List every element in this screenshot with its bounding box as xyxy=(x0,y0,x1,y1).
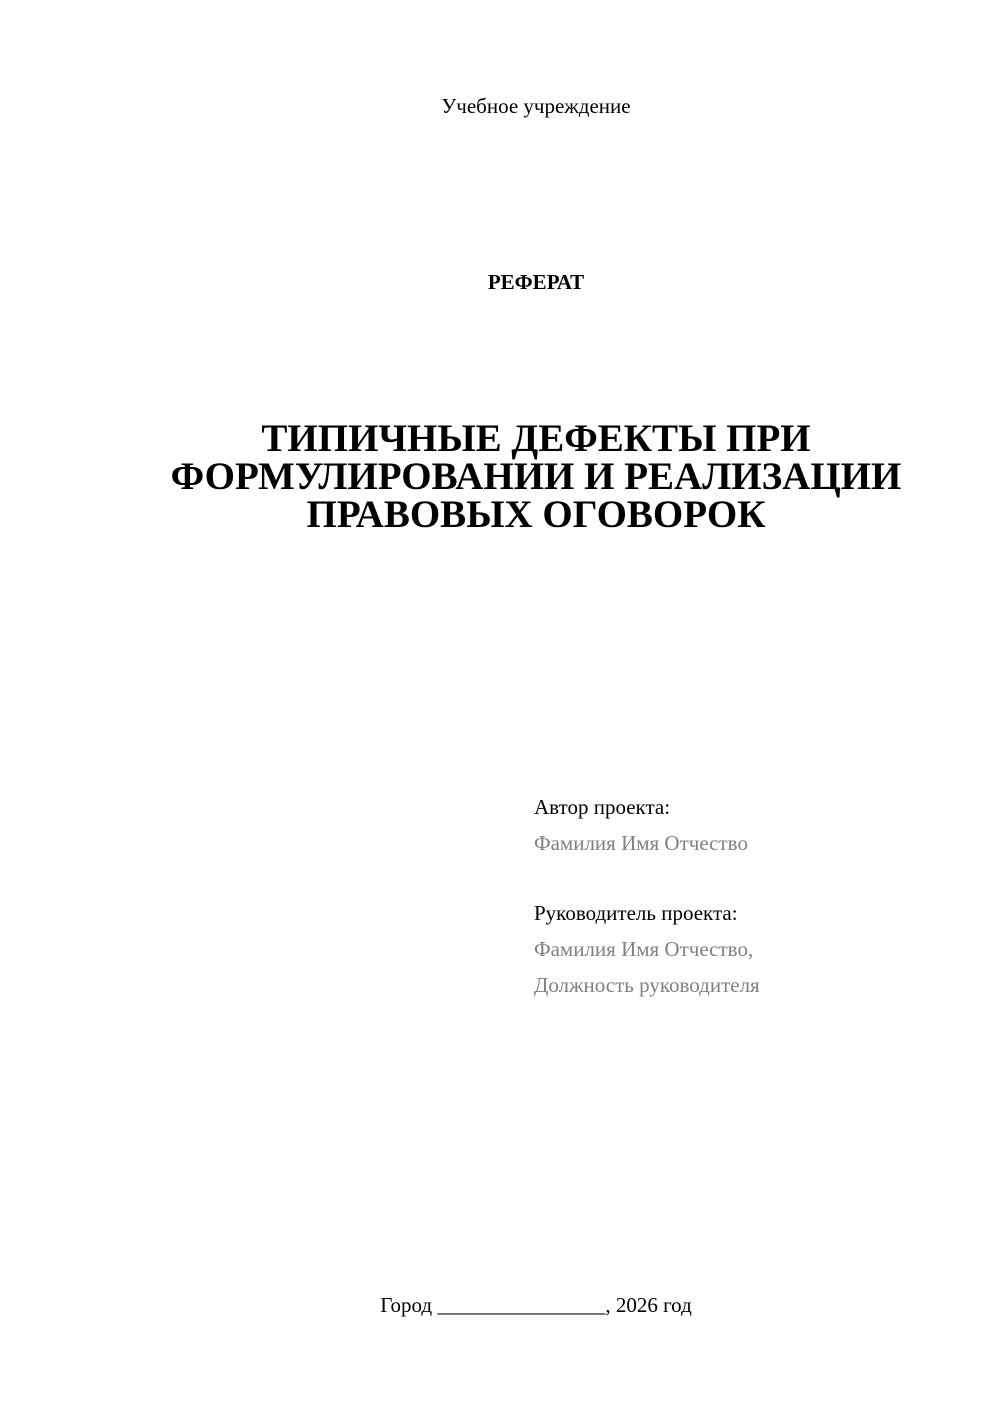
supervisor-name-placeholder: Фамилия Имя Отчество, xyxy=(534,937,754,961)
credits-block xyxy=(534,789,974,1003)
title-line-3: ПРАВОВЫХ ОГОВОРОК xyxy=(306,493,766,536)
author-label: Автор проекта: xyxy=(534,795,671,819)
supervisor-position-placeholder: Должность руководителя xyxy=(534,973,760,997)
institution-name: Учебное учреждение xyxy=(441,94,631,118)
author-name-placeholder: Фамилия Имя Отчество xyxy=(534,831,748,855)
title-line-2: ФОРМУЛИРОВАНИИ И РЕАЛИЗАЦИИ xyxy=(170,455,902,498)
title-line-1: ТИПИЧНЫЕ ДЕФЕКТЫ ПРИ xyxy=(261,417,811,460)
document-title xyxy=(100,417,972,536)
supervisor-label: Руководитель проекта: xyxy=(534,901,738,925)
city-year-line: Город ________________, 2026 год xyxy=(380,1293,692,1317)
document-type: РЕФЕРАТ xyxy=(487,270,585,294)
credits-spacer xyxy=(534,861,974,895)
